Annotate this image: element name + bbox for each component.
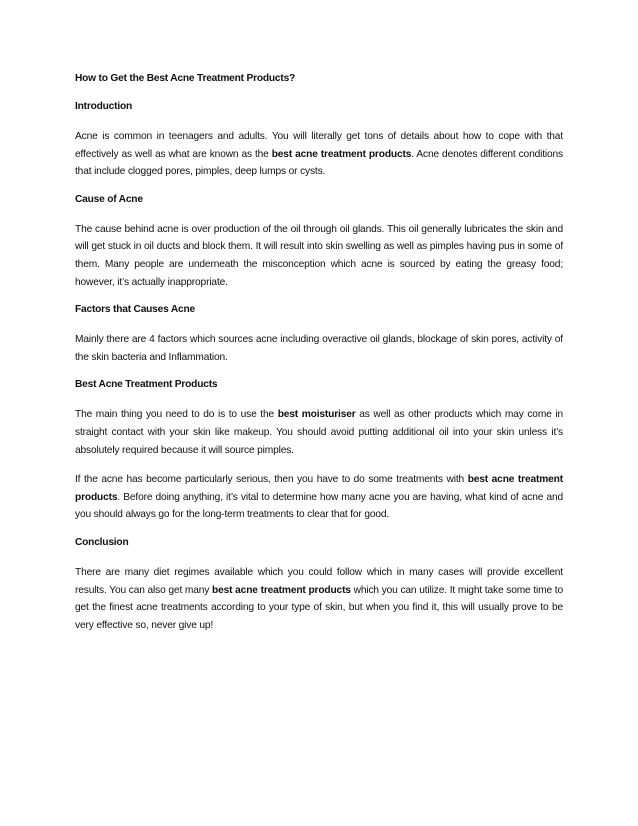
document-title: How to Get the Best Acne Treatment Products? [75, 73, 296, 84]
section-heading: Factors that Causes Acne [75, 304, 195, 316]
bold-keyword: best acne treatment products [75, 474, 563, 503]
section-paragraph [75, 221, 563, 291]
text-run: . Before doing anything, it’s vital to determine how many acne you are having, what kind of acne and you should always go for the long-term treatments to clear that for good. [75, 491, 563, 521]
bold-keyword: best moisturiser [277, 409, 356, 421]
section-paragraph [75, 406, 563, 459]
section-paragraph [75, 128, 563, 181]
text-run: The cause behind acne is over production of the oil through oil glands. This oil generally lubricates the skin and will get stuck in oil ducts and block them. It will result into skin swelling as well as pimples having pus in some of them. Many people are underneath the misconception which acne is sourced by eating the greasy food; however, it’s actually inappropriate. [75, 223, 563, 288]
text-run: . Acne denotes different conditions that include clogged pores, pimples, deep lumps or cysts. [75, 148, 563, 178]
section-heading: Introduction [75, 101, 133, 112]
bold-keyword: best acne treatment products [271, 148, 412, 160]
text-run: If the acne has become particularly serious, then you have to do some treatments with [75, 474, 468, 486]
text-run: Mainly there are 4 factors which sources acne including overactive oil glands, blockage of skin pores, activity of the skin bacteria and Inflammation. [75, 334, 563, 363]
text-run: The main thing you need to do is to use the [75, 409, 278, 421]
section-paragraph [75, 564, 563, 634]
text-run: as well as other products which may come in straight contact with your skin like makeup. You should avoid putting additional oil into your skin unless it’s absolutely required because it will source pimples. [75, 409, 563, 456]
document-body [75, 100, 563, 634]
text-run: which you can utilize. It might take some time to get the finest acne treatments according to your type of skin, but when you find it, this will usually prove to be very effective so, never give up! [75, 584, 563, 631]
section-paragraph [75, 471, 563, 524]
bold-keyword: best acne treatment products [212, 584, 351, 596]
text-run: Acne is common in teenagers and adults. You will literally get tons of details about how to cope with that effectively as well as what are known as the [75, 131, 563, 160]
section-heading: Conclusion [75, 536, 129, 548]
text-run: There are many diet regimes available which you could follow which in many cases will provide excellent results. You can also get many [75, 566, 563, 596]
section-heading: Best Acne Treatment Products [75, 379, 218, 391]
section-paragraph [75, 331, 563, 366]
section-heading: Cause of Acne [75, 193, 143, 205]
document-page [75, 72, 563, 646]
